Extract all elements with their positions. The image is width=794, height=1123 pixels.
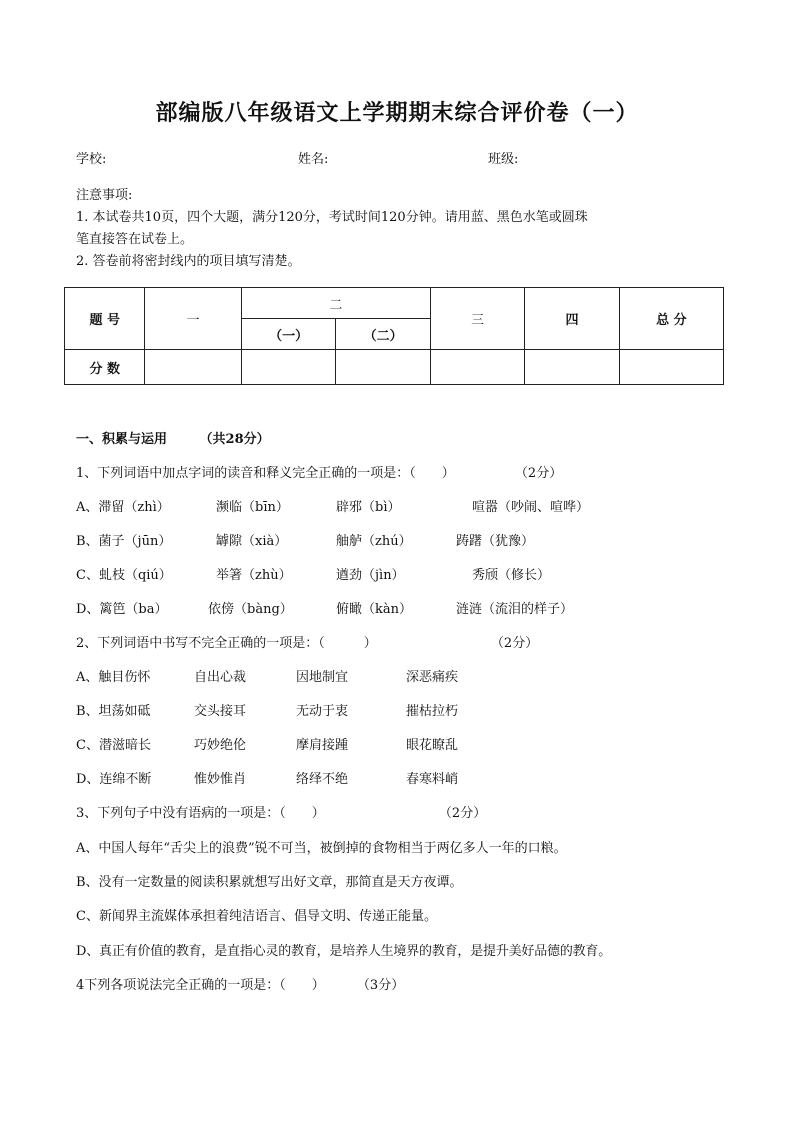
option-item: 交头接耳 <box>194 704 247 719</box>
question-points: （2分） <box>438 806 487 821</box>
option-item: 俯瞰（kàn） <box>336 602 413 617</box>
option-row <box>76 496 756 515</box>
header-part-3: 三 <box>430 288 524 350</box>
option-item: 喧嚣（吵闹、喧哗） <box>472 500 590 515</box>
student-info-row <box>76 148 736 168</box>
header-part-4: 四 <box>525 288 619 350</box>
header-question-number: 题 号 <box>65 288 145 350</box>
question-3-stem <box>76 802 756 821</box>
question-points: （3分） <box>356 978 405 993</box>
option-item: 依傍（bàng） <box>208 602 293 617</box>
school-label: 学校: <box>76 152 107 167</box>
option-item: 辟邪（bì） <box>336 500 401 515</box>
header-part-2: 二 <box>241 288 430 319</box>
question-text: 4下列各项说法完全正确的一项是：（ ） <box>76 978 325 993</box>
notes-line: 2. 答卷前将密封线内的项目填写清楚。 <box>76 254 301 269</box>
question-text: 3、下列句子中没有语病的一项是：（ ） <box>76 806 325 821</box>
option-item: 无动于衷 <box>296 704 349 719</box>
option-row <box>76 530 756 549</box>
option-item: C、潜滋暗长 <box>76 738 151 753</box>
option-item: 遒劲（jìn） <box>336 568 405 583</box>
option-row <box>76 666 756 685</box>
option-item: 春寒料峭 <box>406 772 459 787</box>
option-row <box>76 700 756 719</box>
header-part-2-sub-2: （二） <box>336 319 431 350</box>
notes-line: 笔直接答在试卷上。 <box>76 232 194 247</box>
option-row: A、中国人每年“舌尖上的浪费”锐不可当，被倒掉的食物相当于两亿多人一年的口粮。 <box>76 841 567 856</box>
option-row <box>76 598 756 617</box>
option-item: A、滞留（zhì） <box>76 500 170 515</box>
option-row <box>76 768 756 787</box>
section-heading <box>76 428 756 447</box>
option-item: 自出心裁 <box>194 670 247 685</box>
option-item: 深恶痛疾 <box>406 670 459 685</box>
option-item: 舳舻（zhú） <box>336 534 412 549</box>
class-label: 班级: <box>488 152 519 167</box>
header-part-2-sub-1: （一） <box>241 319 336 350</box>
option-item: 濒临（bīn） <box>216 500 289 515</box>
notes-line: 1. 本试卷共10页，四个大题，满分120分，考试时间120分钟。请用蓝、黑色水笔或圆珠 <box>76 210 588 225</box>
question-4-stem <box>76 974 756 993</box>
page-title: 部编版八年级语文上学期期末综合评价卷（一） <box>155 100 639 126</box>
option-item: 因地制宜 <box>296 670 349 685</box>
question-text: 1、下列词语中加点字词的读音和释义完全正确的一项是：（ ） <box>76 466 455 481</box>
option-item: 络绎不绝 <box>296 772 349 787</box>
option-item: B、菌子（jūn） <box>76 534 172 549</box>
option-item: D、连绵不断 <box>76 772 152 787</box>
option-item: A、触目伤怀 <box>76 670 151 685</box>
option-row: D、真正有价值的教育，是直指心灵的教育，是培养人生境界的教育，是提升美好品德的教育。 <box>76 944 612 959</box>
notes-heading: 注意事项: <box>76 188 133 203</box>
option-item: 涟涟（流泪的样子） <box>456 602 574 617</box>
section-points: （共28分） <box>199 432 270 447</box>
notes-block <box>76 185 736 273</box>
option-row <box>76 734 756 753</box>
option-item: D、篱笆（ba） <box>76 602 168 617</box>
score-table <box>64 287 724 385</box>
option-row <box>76 564 756 583</box>
score-cell <box>525 350 619 385</box>
score-cell <box>241 350 336 385</box>
question-text: 2、下列词语中书写不完全正确的一项是：（ ） <box>76 636 377 651</box>
option-row: C、新闻界主流媒体承担着纯洁语言、倡导文明、传递正能量。 <box>76 909 437 924</box>
score-cell <box>619 350 723 385</box>
option-item: B、坦荡如砥 <box>76 704 151 719</box>
option-item: 踌躇（犹豫） <box>456 534 535 549</box>
section-title: 一、积累与运用 <box>76 432 168 447</box>
name-label: 姓名: <box>298 152 329 167</box>
header-part-1: 一 <box>145 288 241 350</box>
score-cell <box>336 350 431 385</box>
question-points: （2分） <box>514 466 563 481</box>
option-item: C、虬枝（qiú） <box>76 568 172 583</box>
question-1-stem <box>76 462 756 481</box>
option-item: 惟妙惟肖 <box>194 772 247 787</box>
question-points: （2分） <box>490 636 539 651</box>
question-2-stem <box>76 632 756 651</box>
option-item: 举箸（zhù） <box>216 568 292 583</box>
option-item: 巧妙绝伦 <box>194 738 247 753</box>
option-row: B、没有一定数量的阅读积累就想写出好文章，那简直是天方夜谭。 <box>76 875 463 890</box>
score-row-label: 分 数 <box>65 350 145 385</box>
option-item: 眼花瞭乱 <box>406 738 459 753</box>
option-item: 秀颀（修长） <box>472 568 551 583</box>
header-total: 总 分 <box>619 288 723 350</box>
option-item: 摧枯拉朽 <box>406 704 459 719</box>
option-item: 摩肩接踵 <box>296 738 349 753</box>
score-cell <box>430 350 524 385</box>
option-item: 罅隙（xià） <box>216 534 288 549</box>
score-cell <box>145 350 241 385</box>
